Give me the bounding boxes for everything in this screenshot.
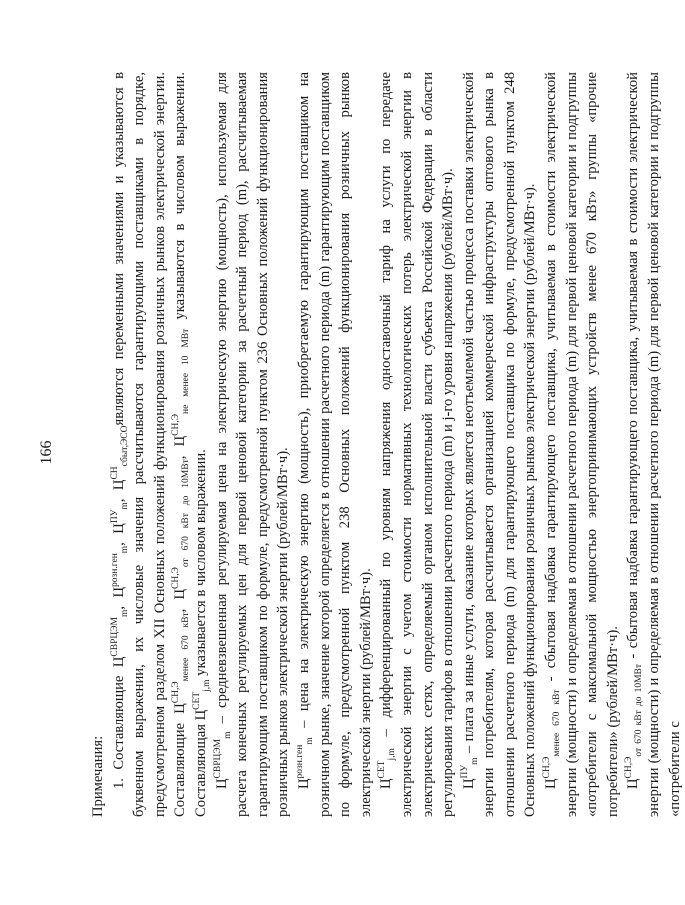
definition-symbol: $Ц^{СН,Э}_{менее 670 кВт}$ bbox=[542, 689, 562, 789]
symbol-rozn-gen: $Ц^{розн.ген}_m$ bbox=[109, 545, 130, 598]
page-number: 166 bbox=[38, 440, 55, 465]
note-1-part-1: являются переменными значениями и указываются в буквенном выражении, их числовые значения рассчитываются гарантирующими поставщиками в порядке, предусмотренном разделом XII Основных положений функционирования розничных рынков электрической энергии. Составляющие bbox=[110, 71, 189, 817]
definition-svrcem bbox=[212, 72, 294, 817]
definition-symbol: $Ц^{розн.ген}_m$ bbox=[295, 737, 315, 789]
definition-text: – средневзвешенная регулируемая цена на электрическую энергию (мощность), используемая для расчета конечных регулируемых цен для первой ценовой категории за расчетный период (m), рассчитываемая гарантирующим поставщиком по формуле, предусмотренной пунктом 236 Основных положений функционирования розничных рынков электрической энергии (рублей/МВт·ч). bbox=[213, 72, 292, 817]
symbol-sn-less-670: $Ц^{СН,Э}_{менее 670 кВт}$ bbox=[171, 612, 192, 714]
note-1-part-3: указывается в числовом выражении. bbox=[192, 449, 209, 676]
symbol-set: $Ц^{СЕТ}_{j,m}$ bbox=[192, 679, 212, 721]
definition-sn-670-10 bbox=[623, 72, 685, 817]
definition-symbol: $Ц^{СН,Э}_{от 670 кВт до 10МВт}$ bbox=[624, 663, 645, 789]
definition-text: – цена на электрическую энергию (мощность), приобретаемую гарантирующим поставщиком на розничном рынке, значение которой определяется в отношении расчетного периода (m) гарантирующим поставщиком по формуле, предусмотренной пунктом 238 Основных положений функционирования розничных рынков электрической энергии (рублей/МВт·ч). bbox=[295, 72, 374, 817]
definition-rozn-gen bbox=[294, 72, 376, 817]
definition-symbol: $Ц^{СВРЦЭМ}_m$ bbox=[212, 731, 233, 789]
note-1-paragraph: 1. Составляющие $Ц^{СВРЦЭМ}_m$, $Ц^{розн.ген}_m$, $Ц^{ПУ}_m$, $Ц^{СН}_{сбыт,ЭСО}являются$ переменными значениями и указываются в буквенном выражении, их числовые значения рассчитываются гарантирующими поставщиками в порядке, предусмотренном разделом XII Основных положений функционирования розничных рынков электрической энергии. Составляющие $Ц^{СН,Э}_{менее 670 кВт}$, $Ц^{СН,Э}_{от 670 кВт до 10МВт}$, $Ц^{СН,Э}_{не менее 10 МВт}$ указываются в числовом выражении. Составляющая $Ц^{СЕТ}_{j,m}$ указывается в числовом выражении. bbox=[109, 71, 212, 817]
symbol-sn-sbyt: $Ц^{СН}_{сбыт,ЭСО}$ bbox=[109, 425, 130, 491]
definition-text: - сбытовая надбавка гарантирующего поставщика, учитываемая в стоимости электрической энергии (мощности) и определяемая в отношении расчетного периода (m) для первой ценовой категории и подгруппы «потребители с максимальной мощностью энергопринимающих устройств менее 670 кВт» группы «прочие потребители» (рублей/МВт·ч). bbox=[543, 72, 621, 817]
definition-text: – дифференцированный по уровням напряжения одноставочный тариф на услуги по передаче электрической энергии с учетом стоимости нормативных технологических потерь электрической энергии в электрических сетях, определяемый органом исполнительной власти субъекта Российской Федерации в области регулирования тарифов в отношении расчетного периода (m) и j-го уровня напряжения (рублей/МВт·ч). bbox=[378, 72, 457, 817]
definition-pu bbox=[459, 72, 541, 817]
definition-text: - сбытовая надбавка гарантирующего поставщика, учитываемая в стоимости электрической энергии (мощности) и определяемая в отношении расчетного периода (m) для первой ценовой категории и подгруппы «потребители с bbox=[625, 72, 683, 817]
symbol-pu: $Ц^{ПУ}_m$ bbox=[109, 502, 130, 534]
body-text bbox=[88, 72, 685, 817]
symbol-sn-670-10: $Ц^{СН,Э}_{от 670 кВт до 10МВт}$ bbox=[171, 459, 192, 600]
definition-symbol: $Ц^{ПУ}_m$ bbox=[459, 757, 480, 789]
symbol-sn-not-less-10: $Ц^{СН,Э}_{не менее 10 МВт}$ bbox=[171, 328, 192, 447]
notes-title: Примечания: bbox=[90, 735, 106, 817]
definition-text: – плата за иные услуги, оказание которых является неотъемлемой частью процесса поставки электрической энергии потребителям, которая рассчитывается организацией коммерческой инфраструктуры оптового рынка в отношении расчетного периода (m) для гарантирующего поставщика по формуле, предусмотренной пунктом 248 Основных положений функционирования розничных рынков электрической энергии (рублей/МВт·ч). bbox=[460, 72, 539, 817]
definition-sn-less-670 bbox=[541, 72, 623, 817]
note-1-part-2: указываются в числовом выражении. Составляющая bbox=[172, 71, 209, 817]
symbol-svrcem: $Ц^{СВРЦЭМ}_m$ bbox=[109, 609, 130, 668]
definition-symbol: $Ц^{СЕТ}_{j,m}$ bbox=[377, 748, 398, 789]
definition-set bbox=[376, 72, 458, 817]
note-1-intro: 1. Составляющие bbox=[110, 675, 127, 789]
